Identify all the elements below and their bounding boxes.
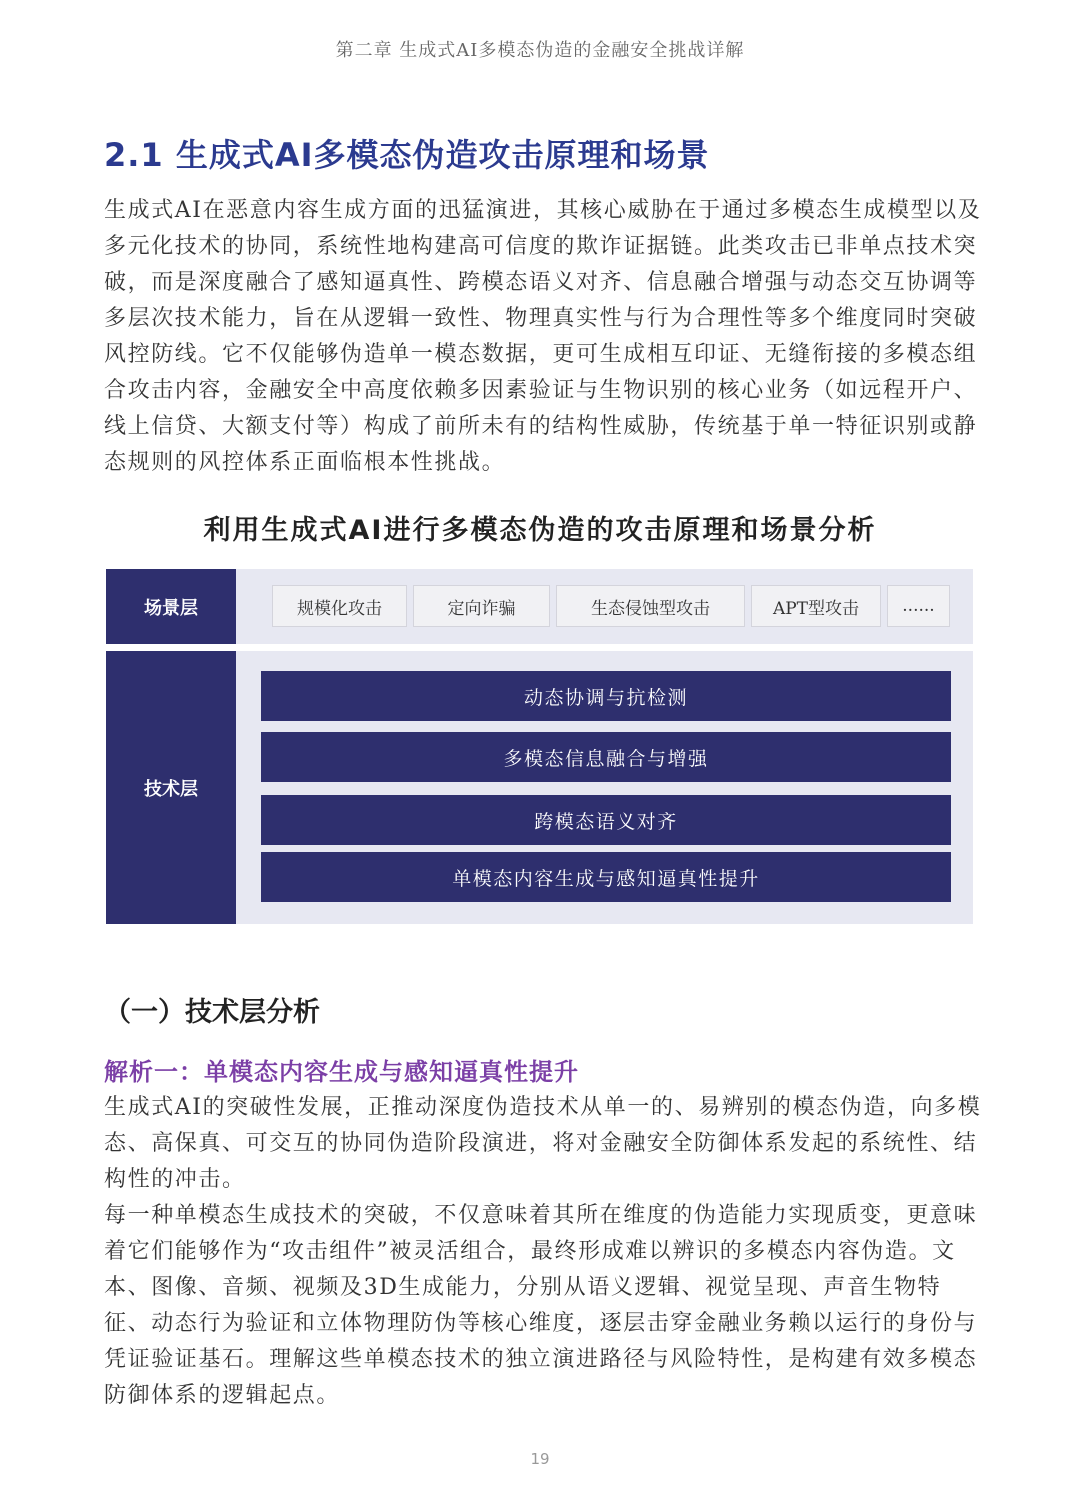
diagram-title: 利用生成式AI进行多模态伪造的攻击原理和场景分析: [203, 515, 877, 546]
scene-tag-scale-attack: 规模化攻击: [272, 585, 407, 627]
analysis-paragraph-2: 每一种单模态生成技术的突破，不仅意味着其所在维度的伪造能力实现质变，更意味着它们能够作为“攻击组件”被灵活组合，最终形成难以辨识的多模态内容伪造。文本、图像、音频、视频及3D生成能力，分别从语义逻辑、视觉呈现、声音生物特征、动态行为验证和立体物理防伪等核心维度，逐层击穿金融业务赖以运行的身份与凭证验证基石。理解这些单模态技术的独立演进路径与风险特性，是构建有效多模态防御体系的逻辑起点。: [104, 1203, 978, 1408]
tech-bar-multimodal-fusion: 多模态信息融合与增强: [261, 732, 951, 782]
subsection-title: （一）技术层分析: [104, 997, 320, 1028]
tech-bar-unimodal-generation: 单模态内容生成与感知逼真性提升: [261, 852, 951, 902]
section-title: 2.1 生成式AI多模态伪造攻击原理和场景: [104, 136, 710, 174]
page-number: 19: [530, 1450, 550, 1468]
analysis-title: 解析一：单模态内容生成与感知逼真性提升: [104, 1058, 579, 1086]
scene-tags: [272, 585, 950, 627]
intro-paragraph: 生成式AI在恶意内容生成方面的迅猛演进，其核心威胁在于通过多模态生成模型以及多元化技术的协同，系统性地构建高可信度的欺诈证据链。此类攻击已非单点技术突破，而是深度融合了感知逼真性、跨模态语义对齐、信息融合增强与动态交互协调等多层次技术能力，旨在从逻辑一致性、物理真实性与行为合理性等多个维度同时突破风控防线。它不仅能够伪造单一模态数据，更可生成相互印证、无缝衔接的多模态组合攻击内容，金融安全中高度依赖多因素验证与生物识别的核心业务（如远程开户、线上信贷、大额支付等）构成了前所未有的结构性威胁，传统基于单一特征识别或静态规则的风控体系正面临根本性挑战。: [104, 198, 982, 475]
scene-tag-ecosystem-attack: 生态侵蚀型攻击: [556, 585, 745, 627]
scene-layer-label: 场景层: [106, 569, 236, 644]
scene-tag-targeted-fraud: 定向诈骗: [413, 585, 550, 627]
tech-bar-dynamic-coordination: 动态协调与抗检测: [261, 671, 951, 721]
tech-layer-label: 技术层: [106, 651, 236, 924]
scene-tag-apt-attack: APT型攻击: [751, 585, 881, 627]
running-header: 第二章 生成式AI多模态伪造的金融安全挑战详解: [335, 40, 745, 61]
analysis-paragraph-1: 生成式AI的突破性发展，正推动深度伪造技术从单一的、易辨别的模态伪造，向多模态、高保真、可交互的协同伪造阶段演进，将对金融安全防御体系发起的系统性、结构性的冲击。: [104, 1095, 982, 1192]
scene-tag-more: ......: [887, 585, 950, 627]
tech-bar-crossmodal-alignment: 跨模态语义对齐: [261, 795, 951, 845]
